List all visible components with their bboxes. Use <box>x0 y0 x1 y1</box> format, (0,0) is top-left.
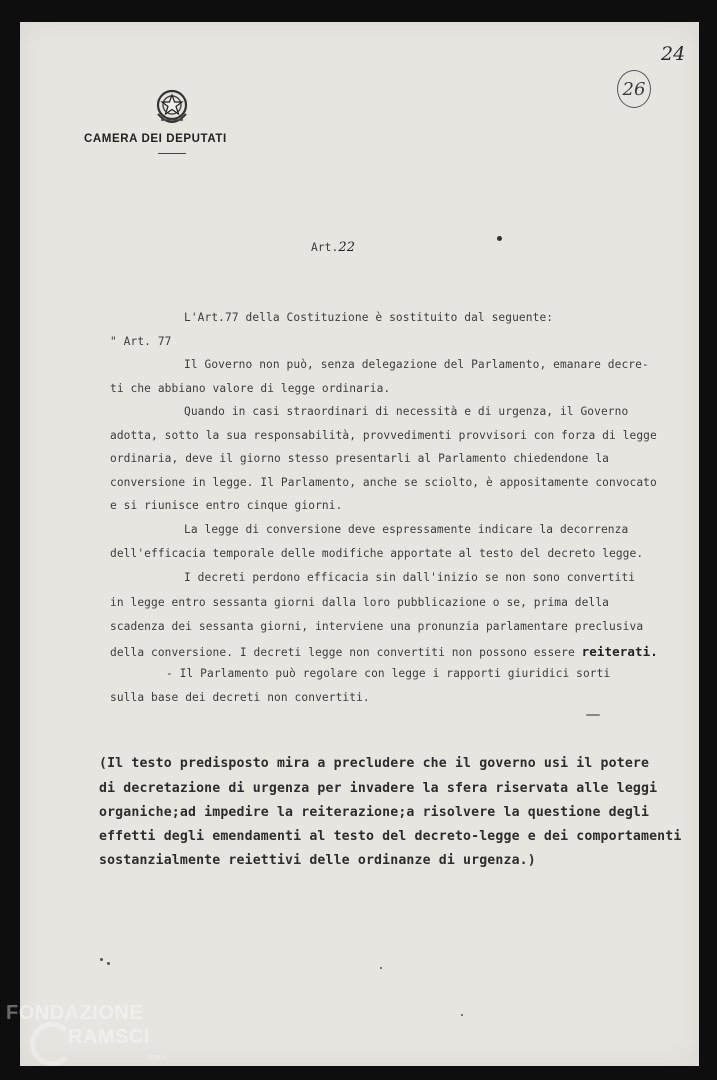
article-line: e si riunisce entro cinque giorni. <box>110 499 343 512</box>
note-line: sostanzialmente reiettivi delle ordinanze di urgenza.) <box>99 853 536 868</box>
article-line: Il Governo non può, senza delegazione del Parlamento, emanare decre- <box>184 358 649 371</box>
article-line <box>110 644 658 659</box>
italian-emblem-icon <box>152 86 192 128</box>
dust-speck <box>107 962 110 965</box>
article-line: scadenza dei sessanta giorni, interviene una pronunzia parlamentare preclusiva <box>110 620 644 633</box>
ink-mark <box>497 236 502 241</box>
institution-name: CAMERA DEI DEPUTATI <box>84 133 227 145</box>
document-page <box>20 22 699 1066</box>
article-title-number: 22 <box>338 240 356 255</box>
article-line: Quando in casi straordinari di necessità e di urgenza, il Governo <box>184 405 629 418</box>
article-line: in legge entro sessanta giorni dalla loro pubblicazione o se, prima della <box>110 596 609 609</box>
article-line: dell'efficacia temporale delle modifiche apportate al testo del decreto legge. <box>110 547 644 560</box>
article-title <box>311 240 355 255</box>
article-line: L'Art.77 della Costituzione è sostituito dal seguente: <box>184 311 554 324</box>
article-line: ti che abbiano valore di legge ordinaria. <box>110 382 391 395</box>
page-number: 24 <box>661 43 686 65</box>
article-line: La legge di conversione deve espressamente indicare la decorrenza <box>184 523 629 536</box>
note-line: organiche;ad impedire la reiterazione;a risolvere la questione degli <box>99 805 650 820</box>
watermark-line1: FONDAZIONE <box>6 1002 144 1024</box>
article-line: adotta, sotto la sua responsabilità, provvedimenti provvisori con forza di legge <box>110 429 657 442</box>
article-line: ordinaria, deve il giorno stesso presentarli al Parlamento chiedendone la <box>110 452 609 465</box>
article-line: - Il Parlamento può regolare con legge i rapporti giuridici sorti <box>166 667 611 680</box>
watermark-line2: RAMSCI <box>68 1026 150 1048</box>
note-line: di decretazione di urgenza per invadere la sfera riservata alle leggi <box>99 781 658 796</box>
dust-speck <box>380 967 382 969</box>
dust-speck <box>461 1014 463 1016</box>
article-line: I decreti perdono efficacia sin dall'inizio se non sono convertiti <box>184 571 636 584</box>
note-line: (Il testo predisposto mira a precludere che il governo usi il potere <box>99 756 650 771</box>
circled-page-number: 26 <box>617 70 651 108</box>
article-title-prefix: Art. <box>311 241 339 254</box>
article-line: sulla base dei decreti non convertiti. <box>110 691 370 704</box>
header-divider <box>158 153 186 154</box>
ink-mark <box>586 714 600 716</box>
note-line: effetti degli emendamenti al testo del decreto-legge e dei comportamenti <box>99 829 682 844</box>
article-line-text: della conversione. I decreti legge non convertiti non possono essere <box>110 646 575 659</box>
article-line: conversione in legge. Il Parlamento, anche se sciolto, è appositamente convocato <box>110 476 657 489</box>
article-line: " Art. 77 <box>110 335 172 348</box>
watermark-line3: onlus <box>146 1052 168 1062</box>
article-line-end-word: reiterati. <box>581 644 658 659</box>
dust-speck <box>100 958 103 961</box>
